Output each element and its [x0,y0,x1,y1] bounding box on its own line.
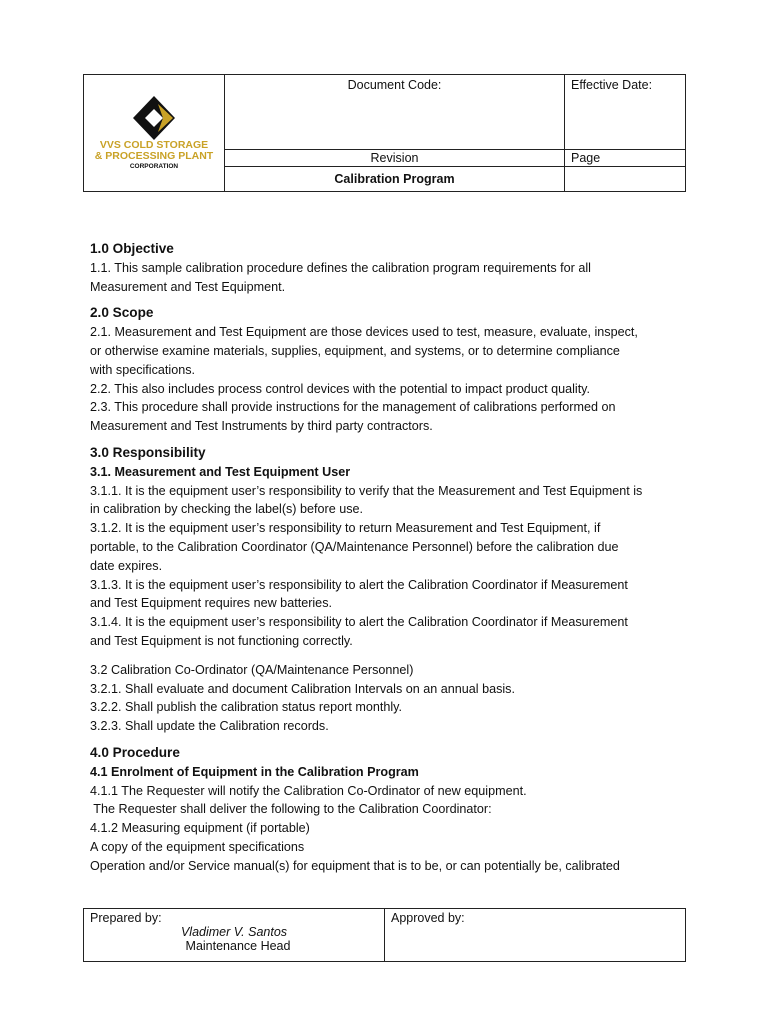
subsection-heading: 3.1. Measurement and Test Equipment User [90,464,351,479]
company-logo-cell [84,75,225,192]
effective-date-label: Effective Date: [571,78,653,92]
logo-line-1: VVS COLD STORAGE [99,138,209,151]
paragraph-line: 4.1.1 The Requester will notify the Calibration Co-Ordinator of new equipment. [90,783,527,798]
paragraph-line: Measurement and Test Instruments by third party contractors. [90,419,433,434]
approved-by-label: Approved by: [391,911,465,925]
paragraph-line: portable, to the Calibration Coordinator (QA/Maintenance Personnel) before the calibration due [90,539,619,554]
company-logo [84,75,224,191]
logo-mark-icon [129,96,179,140]
title-blank-cell [565,166,686,191]
paragraph-line: 3.1.1. It is the equipment user’s responsibility to verify that the Measurement and Test Equipment is [90,483,643,498]
paragraph-line: A copy of the equipment specifications [90,839,305,854]
document-header-table [83,74,686,192]
paragraph-line: The Requester shall deliver the following to the Calibration Coordinator: [90,802,492,817]
document-code-label: Document Code: [347,78,442,92]
paragraph-line: or otherwise examine materials, supplies, equipment, and systems, or to determine compliance [90,343,620,358]
section-heading-scope: 2.0 Scope [90,305,154,321]
page-label: Page [571,150,601,165]
paragraph-line: 3.2.1. Shall evaluate and document Calibration Intervals on an annual basis. [90,681,515,696]
logo-line-2: & PROCESSING PLANT [94,149,214,162]
document-title: Calibration Program [225,166,565,191]
paragraph-line: Operation and/or Service manual(s) for equipment that is to be, or can potentially be, calibrated [90,858,620,873]
signature-table [83,908,686,962]
paragraph-line: 2.2. This also includes process control devices with the potential to impact product quality. [90,381,591,396]
logo-line-3: CORPORATION [129,162,179,170]
section-heading-procedure: 4.0 Procedure [90,744,180,760]
revision-cell [225,149,565,166]
paragraph-line: 2.1. Measurement and Test Equipment are those devices used to test, measure, evaluate, inspect, [90,325,638,340]
prepared-by-name: Vladimer V. Santos [180,925,288,939]
paragraph-line: 4.1.2 Measuring equipment (if portable) [90,821,310,836]
subsection-heading: 4.1 Enrolment of Equipment in the Calibration Program [90,764,419,779]
paragraph-line: in calibration by checking the label(s) before use. [90,502,364,517]
paragraph-line: 3.1.4. It is the equipment user’s responsibility to alert the Calibration Coordinator if Measurement [90,615,628,630]
effective-date-cell [565,75,686,150]
document-body [90,240,690,876]
paragraph-line: date expires. [90,558,163,573]
paragraph-line: 3.2 Calibration Co-Ordinator (QA/Maintenance Personnel) [90,662,414,677]
paragraph-line: 3.1.3. It is the equipment user’s responsibility to alert the Calibration Coordinator if Measurement [90,577,628,592]
revision-label: Revision [370,150,419,165]
approved-by-cell [385,909,686,962]
paragraph-line: 3.2.3. Shall update the Calibration records. [90,719,329,734]
paragraph-line: and Test Equipment is not functioning correctly. [90,633,353,648]
section-heading-objective: 1.0 Objective [90,241,174,256]
document-code-cell [225,75,565,150]
paragraph-line: 3.1.2. It is the equipment user’s responsibility to return Measurement and Test Equipment, if [90,521,601,536]
prepared-by-label: Prepared by: [90,911,162,925]
paragraph-line: 1.1. This sample calibration procedure defines the calibration program requirements for all [90,260,591,275]
paragraph-line: with specifications. [90,362,195,377]
section-heading-responsibility: 3.0 Responsibility [90,444,206,460]
paragraph-line: and Test Equipment requires new batteries. [90,596,332,611]
page-cell [565,149,686,166]
paragraph-line: 2.3. This procedure shall provide instructions for the management of calibrations performed on [90,400,616,415]
prepared-by-cell [84,909,385,962]
paragraph-line: 3.2.2. Shall publish the calibration status report monthly. [90,700,402,715]
paragraph-line: Measurement and Test Equipment. [90,279,286,294]
prepared-by-title: Maintenance Head [185,939,291,953]
